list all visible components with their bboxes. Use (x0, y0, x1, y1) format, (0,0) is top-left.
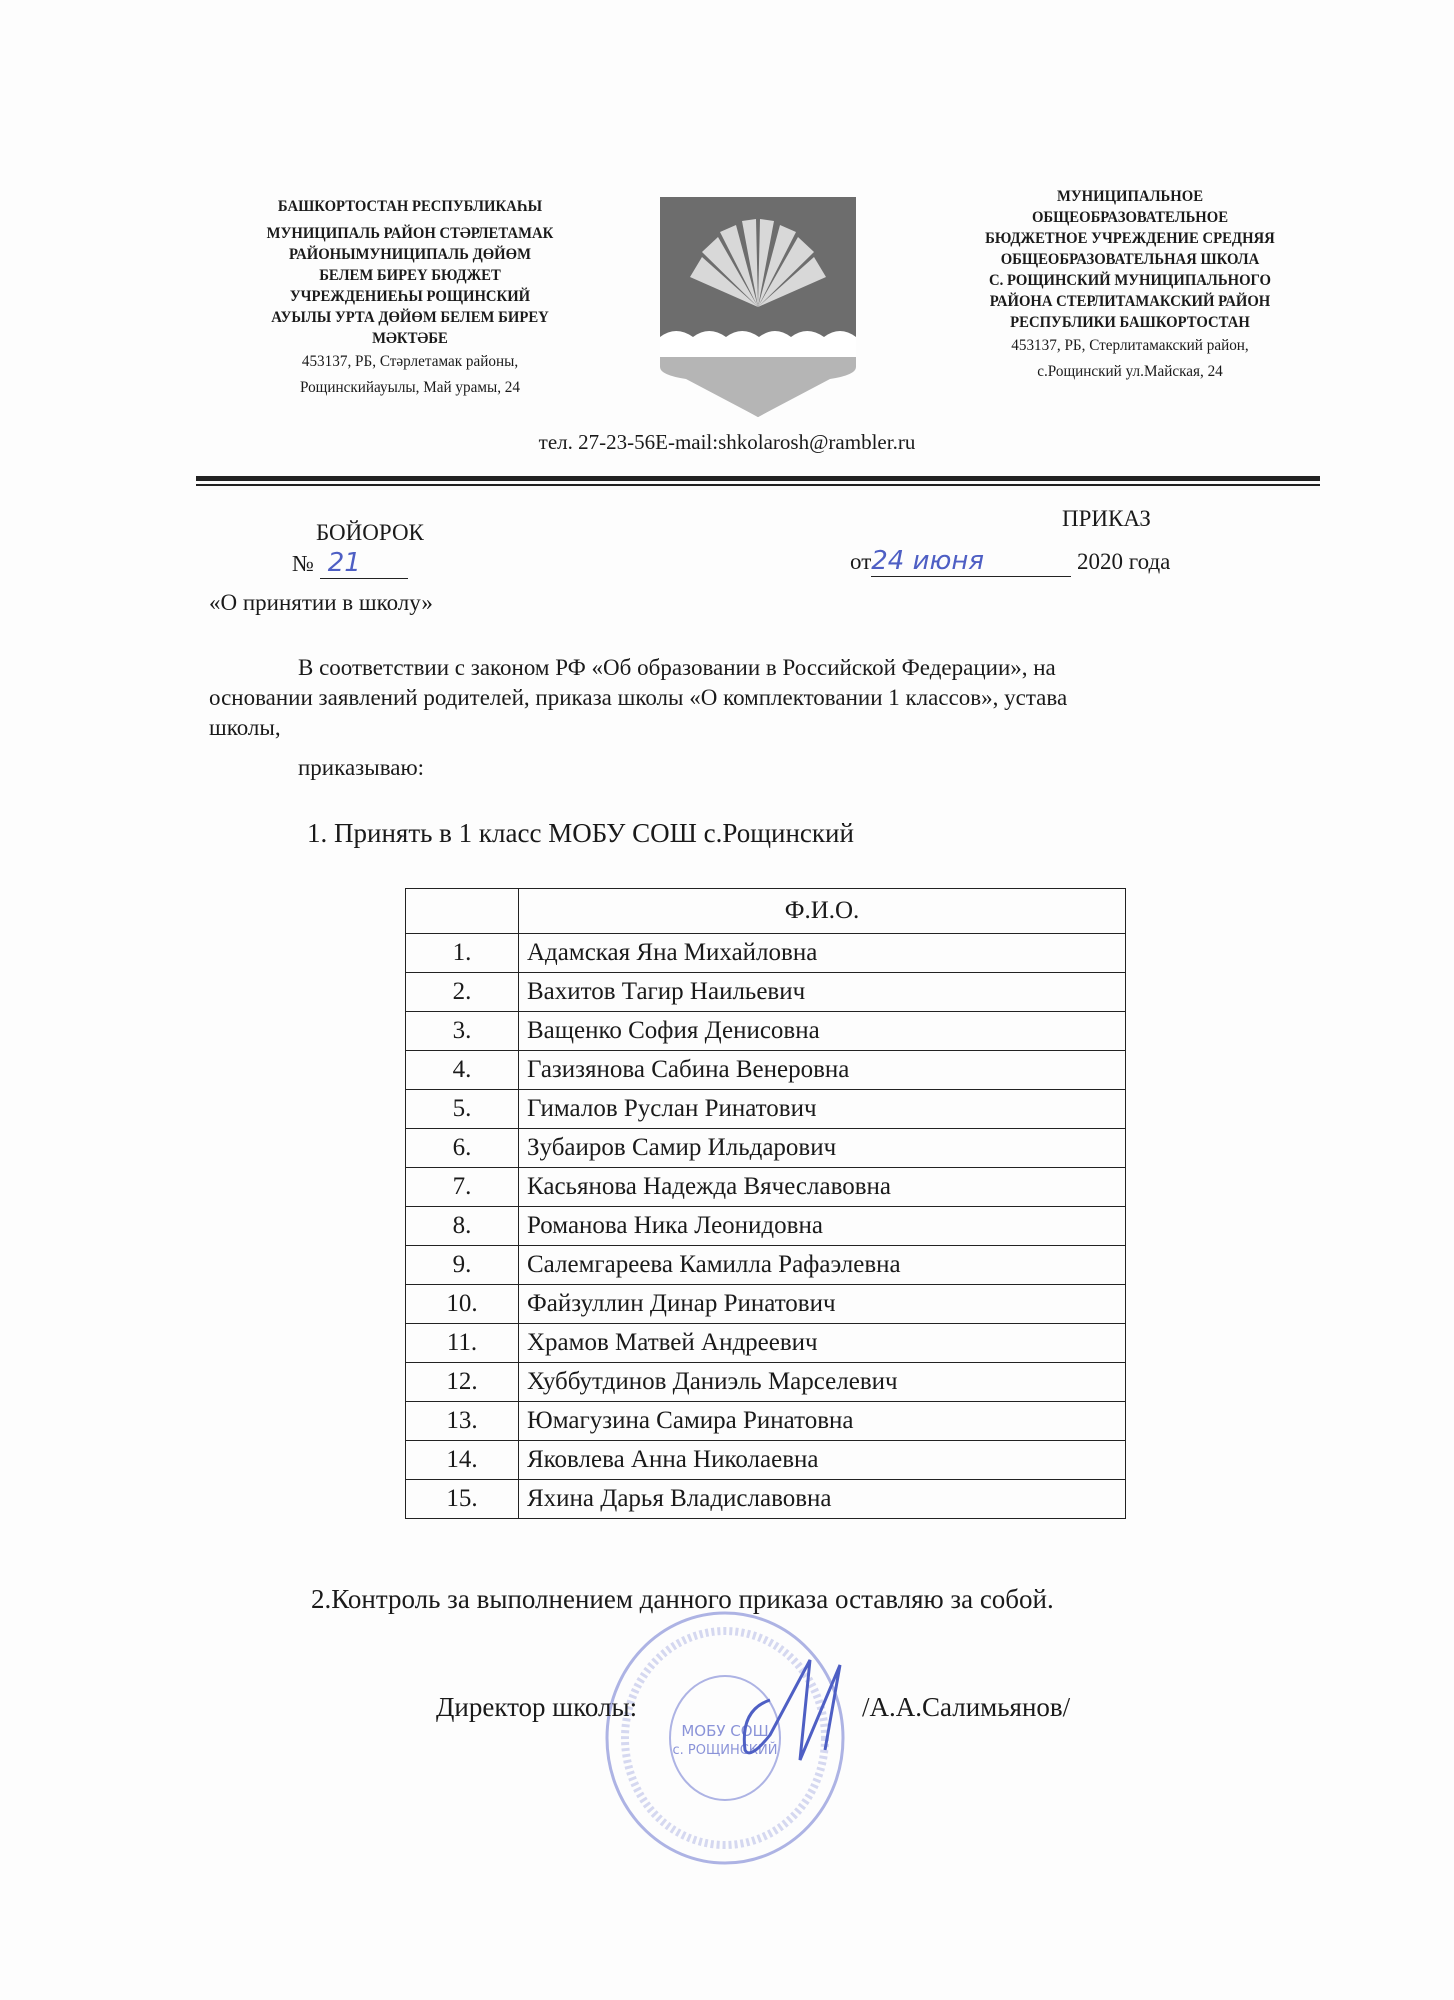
header-line: ОБЩЕОБРАЗОВАТЕЛЬНАЯ ШКОЛА (1000, 251, 1260, 268)
row-number: 15. (406, 1480, 519, 1519)
header-right-russian (912, 186, 1349, 385)
header-divider (196, 484, 1320, 486)
student-name: Яхина Дарья Владиславовна (519, 1480, 1126, 1519)
table-row (406, 1207, 1126, 1246)
row-number: 10. (406, 1285, 519, 1324)
address-line: Рощинскийауылы, Май урамы, 24 (299, 379, 521, 396)
header-line: ОБЩЕОБРАЗОВАТЕЛЬНОЕ (1031, 209, 1229, 226)
table-row (406, 1363, 1126, 1402)
student-name: Храмов Матвей Андреевич (519, 1324, 1126, 1363)
header-line: МӘКТӘБЕ (372, 330, 448, 347)
order-subject: «О принятии в школу» (209, 590, 433, 615)
student-name: Яковлева Анна Николаевна (519, 1441, 1126, 1480)
student-name: Романова Ника Леонидовна (519, 1207, 1126, 1246)
header-line: РАЙОНЫМУНИЦИПАЛЬ ДӨЙӨМ (289, 246, 531, 263)
table-row (406, 1012, 1126, 1051)
svg-text:МОБУ СОШ: МОБУ СОШ (681, 1722, 769, 1740)
student-name: Хуббутдинов Даниэль Марселевич (519, 1363, 1126, 1402)
table-header-row (406, 889, 1126, 934)
student-name: Касьянова Надежда Вячеславовна (519, 1168, 1126, 1207)
header-line: УЧРЕЖДЕНИЕҺЫ РОЩИНСКИЙ (289, 288, 531, 305)
table-row (406, 934, 1126, 973)
table-row (406, 1090, 1126, 1129)
table-row (406, 1051, 1126, 1090)
row-number: 9. (406, 1246, 519, 1285)
row-number: 8. (406, 1207, 519, 1246)
order-date-field (850, 546, 1170, 577)
bashkir-title: БОЙОРОК (316, 520, 424, 545)
order-date: 24 июня (871, 546, 1071, 577)
address-line: 453137, РБ, Стерлитамакский район, (1011, 337, 1249, 354)
row-number: 3. (406, 1012, 519, 1051)
russian-title: ПРИКАЗ (1062, 506, 1151, 531)
ordering-word: приказываю: (298, 755, 425, 780)
svg-text:с. РОЩИНСКИЙ: с. РОЩИНСКИЙ (672, 1743, 778, 1758)
row-number: 2. (406, 973, 519, 1012)
column-header-number (406, 889, 519, 934)
item-2: 2.Контроль за выполнением данного приказа оставляю за собой. (311, 1584, 1054, 1614)
row-number: 1. (406, 934, 519, 973)
student-name: Салемгареева Камилла Рафаэлевна (519, 1246, 1126, 1285)
row-number: 11. (406, 1324, 519, 1363)
student-name: Юмагузина Самира Ринатовна (519, 1402, 1126, 1441)
date-year: 2020 года (1077, 549, 1171, 574)
row-number: 12. (406, 1363, 519, 1402)
header-line: МУНИЦИПАЛЬНОЕ (1056, 188, 1204, 205)
student-name: Ващенко София Денисовна (519, 1012, 1126, 1051)
row-number: 4. (406, 1051, 519, 1090)
header-line: БЕЛЕМ БИРЕҮ БЮДЖЕТ (319, 267, 501, 284)
header-left-bashkir (211, 196, 610, 401)
header-divider (196, 476, 1320, 481)
students-table (405, 888, 1126, 1519)
address-line: 453137, РБ, Стәрлетамак районы, (301, 353, 519, 370)
table-row (406, 1480, 1126, 1519)
column-header-name: Ф.И.О. (519, 889, 1126, 934)
header-line: БЮДЖЕТНОЕ УЧРЕЖДЕНИЕ СРЕДНЯЯ (985, 230, 1275, 247)
table-row (406, 1441, 1126, 1480)
date-label: от (850, 549, 872, 574)
address-line: с.Рощинский ул.Майская, 24 (1037, 363, 1223, 380)
item-1: 1. Принять в 1 класс МОБУ СОШ с.Рощинский (307, 818, 854, 848)
student-name: Файзуллин Динар Ринатович (519, 1285, 1126, 1324)
row-number: 13. (406, 1402, 519, 1441)
order-number-field (292, 548, 408, 579)
header-line: РЕСПУБЛИКИ БАШКОРТОСТАН (1010, 314, 1250, 331)
coat-of-arms-logo (660, 197, 856, 417)
student-name: Адамская Яна Михайловна (519, 934, 1126, 973)
table-row (406, 1324, 1126, 1363)
table-row (406, 1285, 1126, 1324)
director-label: Директор школы: (436, 1692, 638, 1722)
header-line: МУНИЦИПАЛЬ РАЙОН СТӘРЛЕТАМАК (266, 225, 554, 242)
table-row (406, 1402, 1126, 1441)
row-number: 7. (406, 1168, 519, 1207)
header-line: РАЙОНА СТЕРЛИТАМАКСКИЙ РАЙОН (989, 293, 1271, 310)
row-number: 5. (406, 1090, 519, 1129)
table-row (406, 1246, 1126, 1285)
director-signature (730, 1640, 880, 1790)
row-number: 6. (406, 1129, 519, 1168)
contact-line: тел. 27-23-56E-mail:shkolarosh@rambler.ru (538, 430, 916, 454)
header-line: БАШКОРТОСТАН РЕСПУБЛИКАҺЫ (277, 198, 543, 215)
header-line: АУЫЛЫ УРТА ДӨЙӨМ БЕЛЕМ БИРЕҮ (271, 309, 549, 326)
table-row (406, 1168, 1126, 1207)
student-name: Газизянова Сабина Венеровна (519, 1051, 1126, 1090)
paragraph-line: школы, (209, 715, 281, 740)
director-name: /А.А.Салимьянов/ (862, 1692, 1071, 1722)
table-row (406, 1129, 1126, 1168)
paragraph-line: В соответствии с законом РФ «Об образовании в Российской Федерации», на (298, 655, 1056, 680)
number-label: № (292, 551, 314, 576)
order-number: 21 (320, 548, 408, 579)
row-number: 14. (406, 1441, 519, 1480)
student-name: Вахитов Тагир Наильевич (519, 973, 1126, 1012)
student-name: Зубаиров Самир Ильдарович (519, 1129, 1126, 1168)
header-line: С. РОЩИНСКИЙ МУНИЦИПАЛЬНОГО (988, 272, 1272, 289)
paragraph-line: основании заявлений родителей, приказа школы «О комплектовании 1 классов», устава (209, 685, 1068, 710)
student-name: Гималов Руслан Ринатович (519, 1090, 1126, 1129)
table-row (406, 973, 1126, 1012)
